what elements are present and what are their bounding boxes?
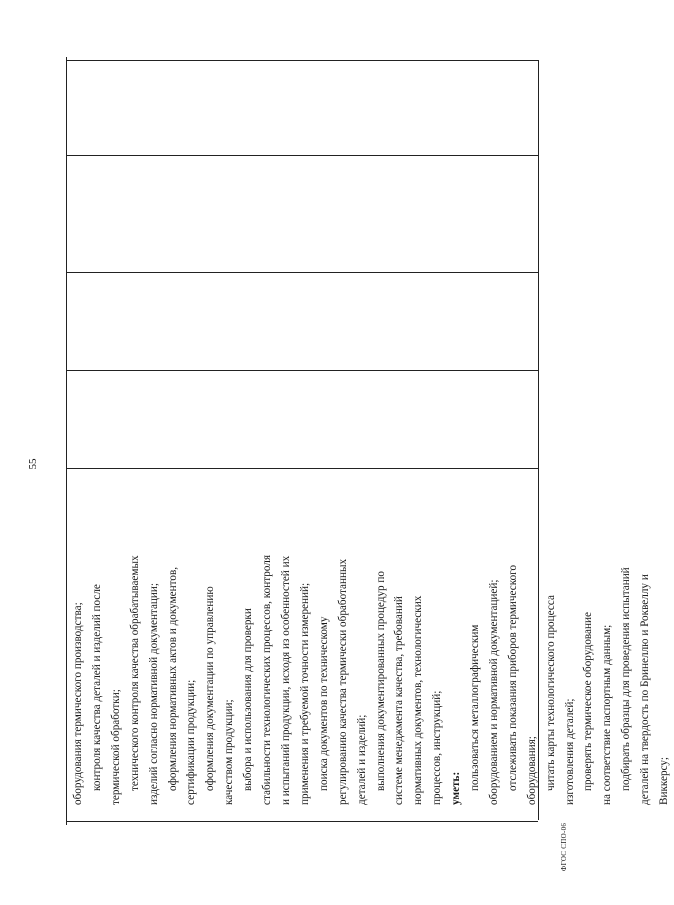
text-line: выбора и использования для проверки — [242, 608, 255, 791]
section-heading: уметь: — [450, 771, 463, 805]
text-line: на соответствие паспортным данным; — [601, 624, 614, 805]
text-line: термической обработки; — [109, 689, 122, 805]
text-line: стабильности технологических процессов, контроля — [261, 554, 274, 805]
text-line: процессов, инструкций; — [431, 690, 444, 805]
text-line: контроля качества деталей и изделий после — [90, 584, 103, 791]
text-line: оборудования; — [525, 736, 538, 805]
competency-text-rotated — [68, 470, 671, 813]
text-line: выполнения документированных процедур по — [374, 570, 387, 791]
text-line: подбирать образцы для проведения испытаний — [620, 567, 633, 791]
text-line: отслеживать показания приборов термического — [506, 564, 519, 791]
text-line: регулированию качества термически обработанных — [336, 558, 349, 805]
text-line: оформления нормативных актов и документов, — [166, 566, 179, 791]
text-line: оборудованием и нормативной документацией; — [487, 579, 500, 805]
column-divider — [66, 370, 538, 371]
text-line: и испытаний продукции, исходя из особенностей их — [279, 555, 292, 805]
column-divider — [66, 468, 538, 469]
text-line: применения и требуемой точности измерений; — [298, 582, 311, 805]
text-line: пользоваться металлографическим — [469, 624, 482, 791]
text-line: качеством продукции; — [223, 699, 236, 805]
column-divider — [66, 272, 538, 273]
footer-code: ФГОС СПО-06 — [560, 822, 568, 872]
column-divider — [66, 155, 538, 156]
text-line: сертификации продукции; — [185, 679, 198, 805]
text-line: технического контроля качества обрабатываемых — [128, 555, 141, 791]
text-line: деталей на твердость по Бринеллю и Роквеллу и — [639, 574, 652, 805]
text-line: оформления документации по управлению — [204, 586, 217, 791]
page-number: 55 — [27, 458, 39, 470]
text-line: читать карты технологического процесса — [544, 595, 557, 791]
text-line: деталей и изделий; — [355, 714, 368, 805]
text-line: изготовления деталей; — [563, 698, 576, 805]
text-line: системе менеджмента качества, требований — [393, 596, 406, 805]
text-line: нормативных документов, технологических — [412, 595, 425, 805]
text-line: проверять термическое оборудование — [582, 612, 595, 791]
text-line: Виккерсу; — [658, 757, 671, 805]
text-line: изделий согласно нормативной документации; — [147, 583, 160, 805]
text-line: оборудования термического производства; — [72, 602, 84, 805]
text-line: поиска документов по техническому — [317, 616, 330, 791]
competency-text-cell — [68, 470, 671, 813]
